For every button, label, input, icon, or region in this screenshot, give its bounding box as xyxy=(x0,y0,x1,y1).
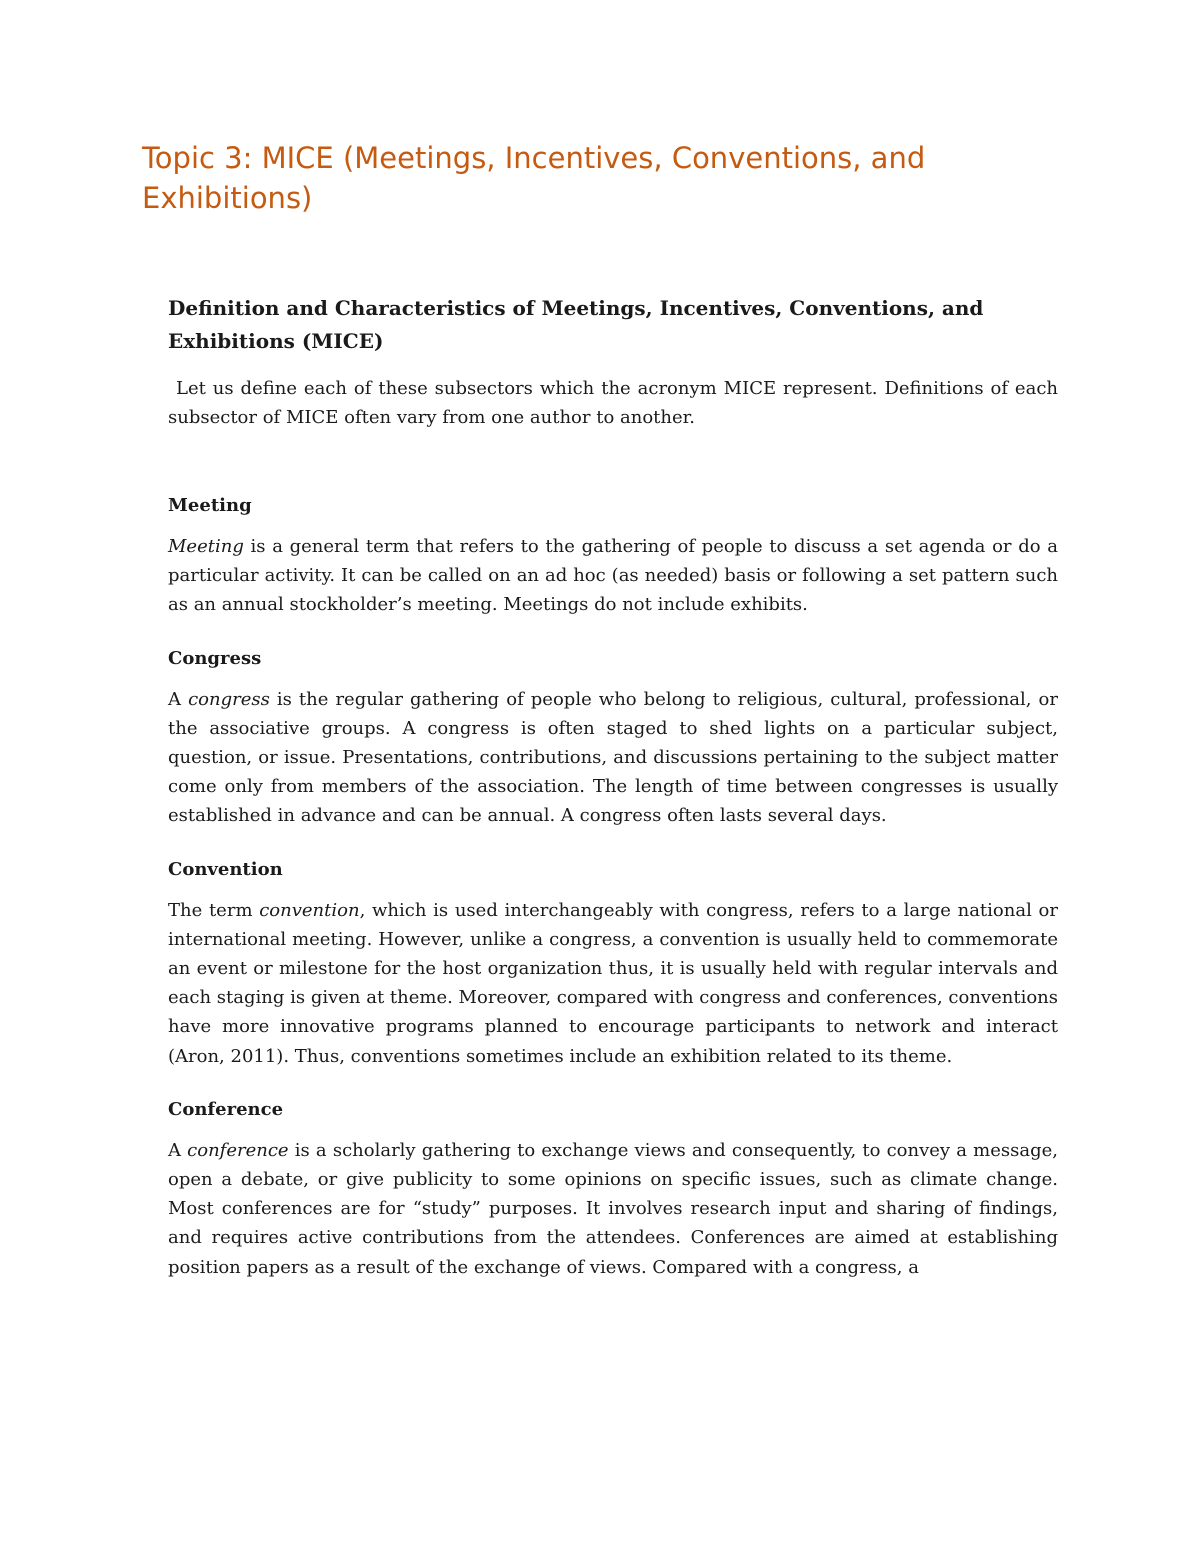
conference-paragraph xyxy=(168,1136,1058,1282)
convention-term: convention xyxy=(259,899,360,921)
congress-heading: Congress xyxy=(168,647,262,669)
convention-heading: Convention xyxy=(168,858,283,880)
congress-term: congress xyxy=(188,688,270,710)
congress-text: is the regular gathering of people who belong to religious, cultural, professional, or the associative groups. A congress is often staged to shed lights on a particular subject, question, or issue. Presentations, contributions, and discussions pertaining to the subject matter come only from members of the association. The length of time between congresses is usually established in advance and can be annual. A congress often lasts several days. xyxy=(168,688,1058,827)
conference-text: is a scholarly gathering to exchange views and consequently, to convey a message, open a debate, or give publicity to some opinions on specific issues, such as climate change. Most conferences are for “study” purposes. It involves research input and sharing of findings, and requires active contributions from the attendees. Conferences are aimed at establishing position papers as a result of the exchange of views. Compared with a congress, a xyxy=(168,1139,1058,1278)
conference-term: conference xyxy=(187,1139,289,1161)
meeting-heading: Meeting xyxy=(168,495,252,516)
topic-title: Topic 3: MICE (Meetings, Incentives, Conventions, and Exhibitions) xyxy=(142,141,926,215)
intro-paragraph: Let us define each of these subsectors which the acronym MICE represent. Definitions of each subsector of MICE often vary from one author to another. xyxy=(168,378,1058,428)
document-body xyxy=(168,292,1058,1282)
meeting-term: Meeting xyxy=(168,536,244,557)
congress-paragraph xyxy=(168,685,1058,831)
convention-text: , which is used interchangeably with congress, refers to a large national or international meeting. However, unlike a congress, a convention is usually held to commemorate an event or milestone for the host organization thus, it is usually held with regular intervals and each staging is given at theme. Moreover, compared with congress and conferences, conventions have more innovative programs planned to encourage participants to network and interact (Aron, 2011). Thus, conventions sometimes include an exhibition related to its theme. xyxy=(168,899,1058,1067)
section-heading: Definition and Characteristics of Meetings, Incentives, Conventions, and Exhibitions (MICE) xyxy=(168,296,984,353)
congress-lead: A xyxy=(168,688,189,710)
convention-lead: The term xyxy=(168,899,260,921)
conference-lead: A xyxy=(168,1139,188,1161)
meeting-paragraph xyxy=(168,532,1058,620)
convention-paragraph xyxy=(168,896,1058,1071)
conference-heading: Conference xyxy=(168,1098,284,1120)
meeting-text: is a general term that refers to the gathering of people to discuss a set agenda or do a particular activity. It can be called on an ad hoc (as needed) basis or following a set pattern such as an annual stockholder’s meeting. Meetings do not include exhibits. xyxy=(168,536,1058,616)
